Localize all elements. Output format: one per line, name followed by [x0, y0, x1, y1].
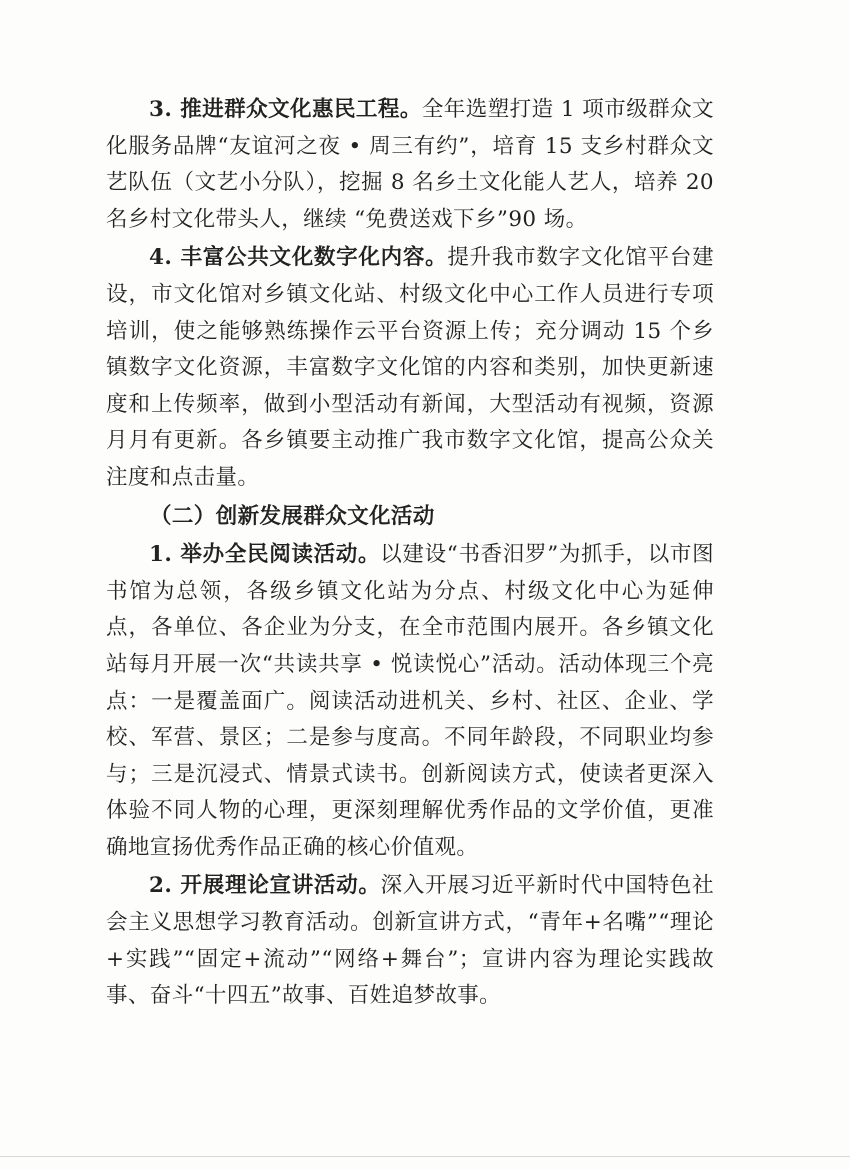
paragraph-lead: 3. 推进群众文化惠民工程。 — [149, 97, 422, 122]
paragraph-body: 以建设“书香汨罗”为抓手，以市图书馆为总领，各级乡镇文化站为分点、村级文化中心为延伸点，各单位、各企业为分支，在全市范围内展开。各乡镇文化站每月开展一次“共读共享 • 悦读悦心”活动。活动体现三个亮点：一是覆盖面广。阅读活动进机关、乡村、社区、企业、学校、军营、景区；二是参与度高。不同年龄段，不同职业均参与；三是沉浸式、情景式读书。创新阅读方式，使读者更深入体验不同人物的心理，更深刻理解优秀作品的文学价值，更准确地宣扬优秀作品正确的核心价值观。 — [106, 542, 714, 860]
paragraph-lead: 4. 丰富公共文化数字化内容。 — [149, 245, 448, 271]
paragraph-cultural-benefit-project — [106, 92, 714, 238]
page-bottom-rule — [0, 1156, 850, 1157]
paragraph-theory-lecture — [106, 868, 714, 1014]
paragraph-body: 深入开展习近平新时代中国特色社会主义思想学习教育活动。创新宣讲方式，“青年+名嘴”“理论+实践”“固定+流动”“网络+舞台”；宣讲内容为理论实践故事、奋斗“十四五”故事、百姓追梦故事。 — [106, 873, 714, 1009]
paragraph-reading-activity — [106, 537, 714, 866]
paragraph-lead: 2. 开展理论宣讲活动。 — [149, 873, 381, 899]
paragraph-digital-content — [106, 240, 714, 496]
document-page — [106, 92, 714, 1015]
paragraph-body: 全年选塑打造 1 项市级群众文化服务品牌“友谊河之夜 • 周三有约”，培育 15 支乡村群众文艺队伍（文艺小分队），挖掘 8 名乡土文化能人艺人，培养 20 名乡村文化带头人，继续 “免费送戏下乡”90 场。 — [106, 97, 714, 232]
paragraph-body: 提升我市数字文化馆平台建设，市文化馆对乡镇文化站、村级文化中心工作人员进行专项培训，使之能够熟练操作云平台资源上传；充分调动 15 个乡镇数字文化资源，丰富数字文化馆的内容和类别，加快更新速度和上传频率，做到小型活动有新闻，大型活动有视频，资源月月有更新。各乡镇要主动推广我市数字文化馆，提高公众关注度和点击量。 — [106, 245, 714, 490]
section-heading: （二）创新发展群众文化活动 — [150, 503, 435, 529]
paragraph-lead: 1. 举办全民阅读活动。 — [149, 542, 381, 568]
